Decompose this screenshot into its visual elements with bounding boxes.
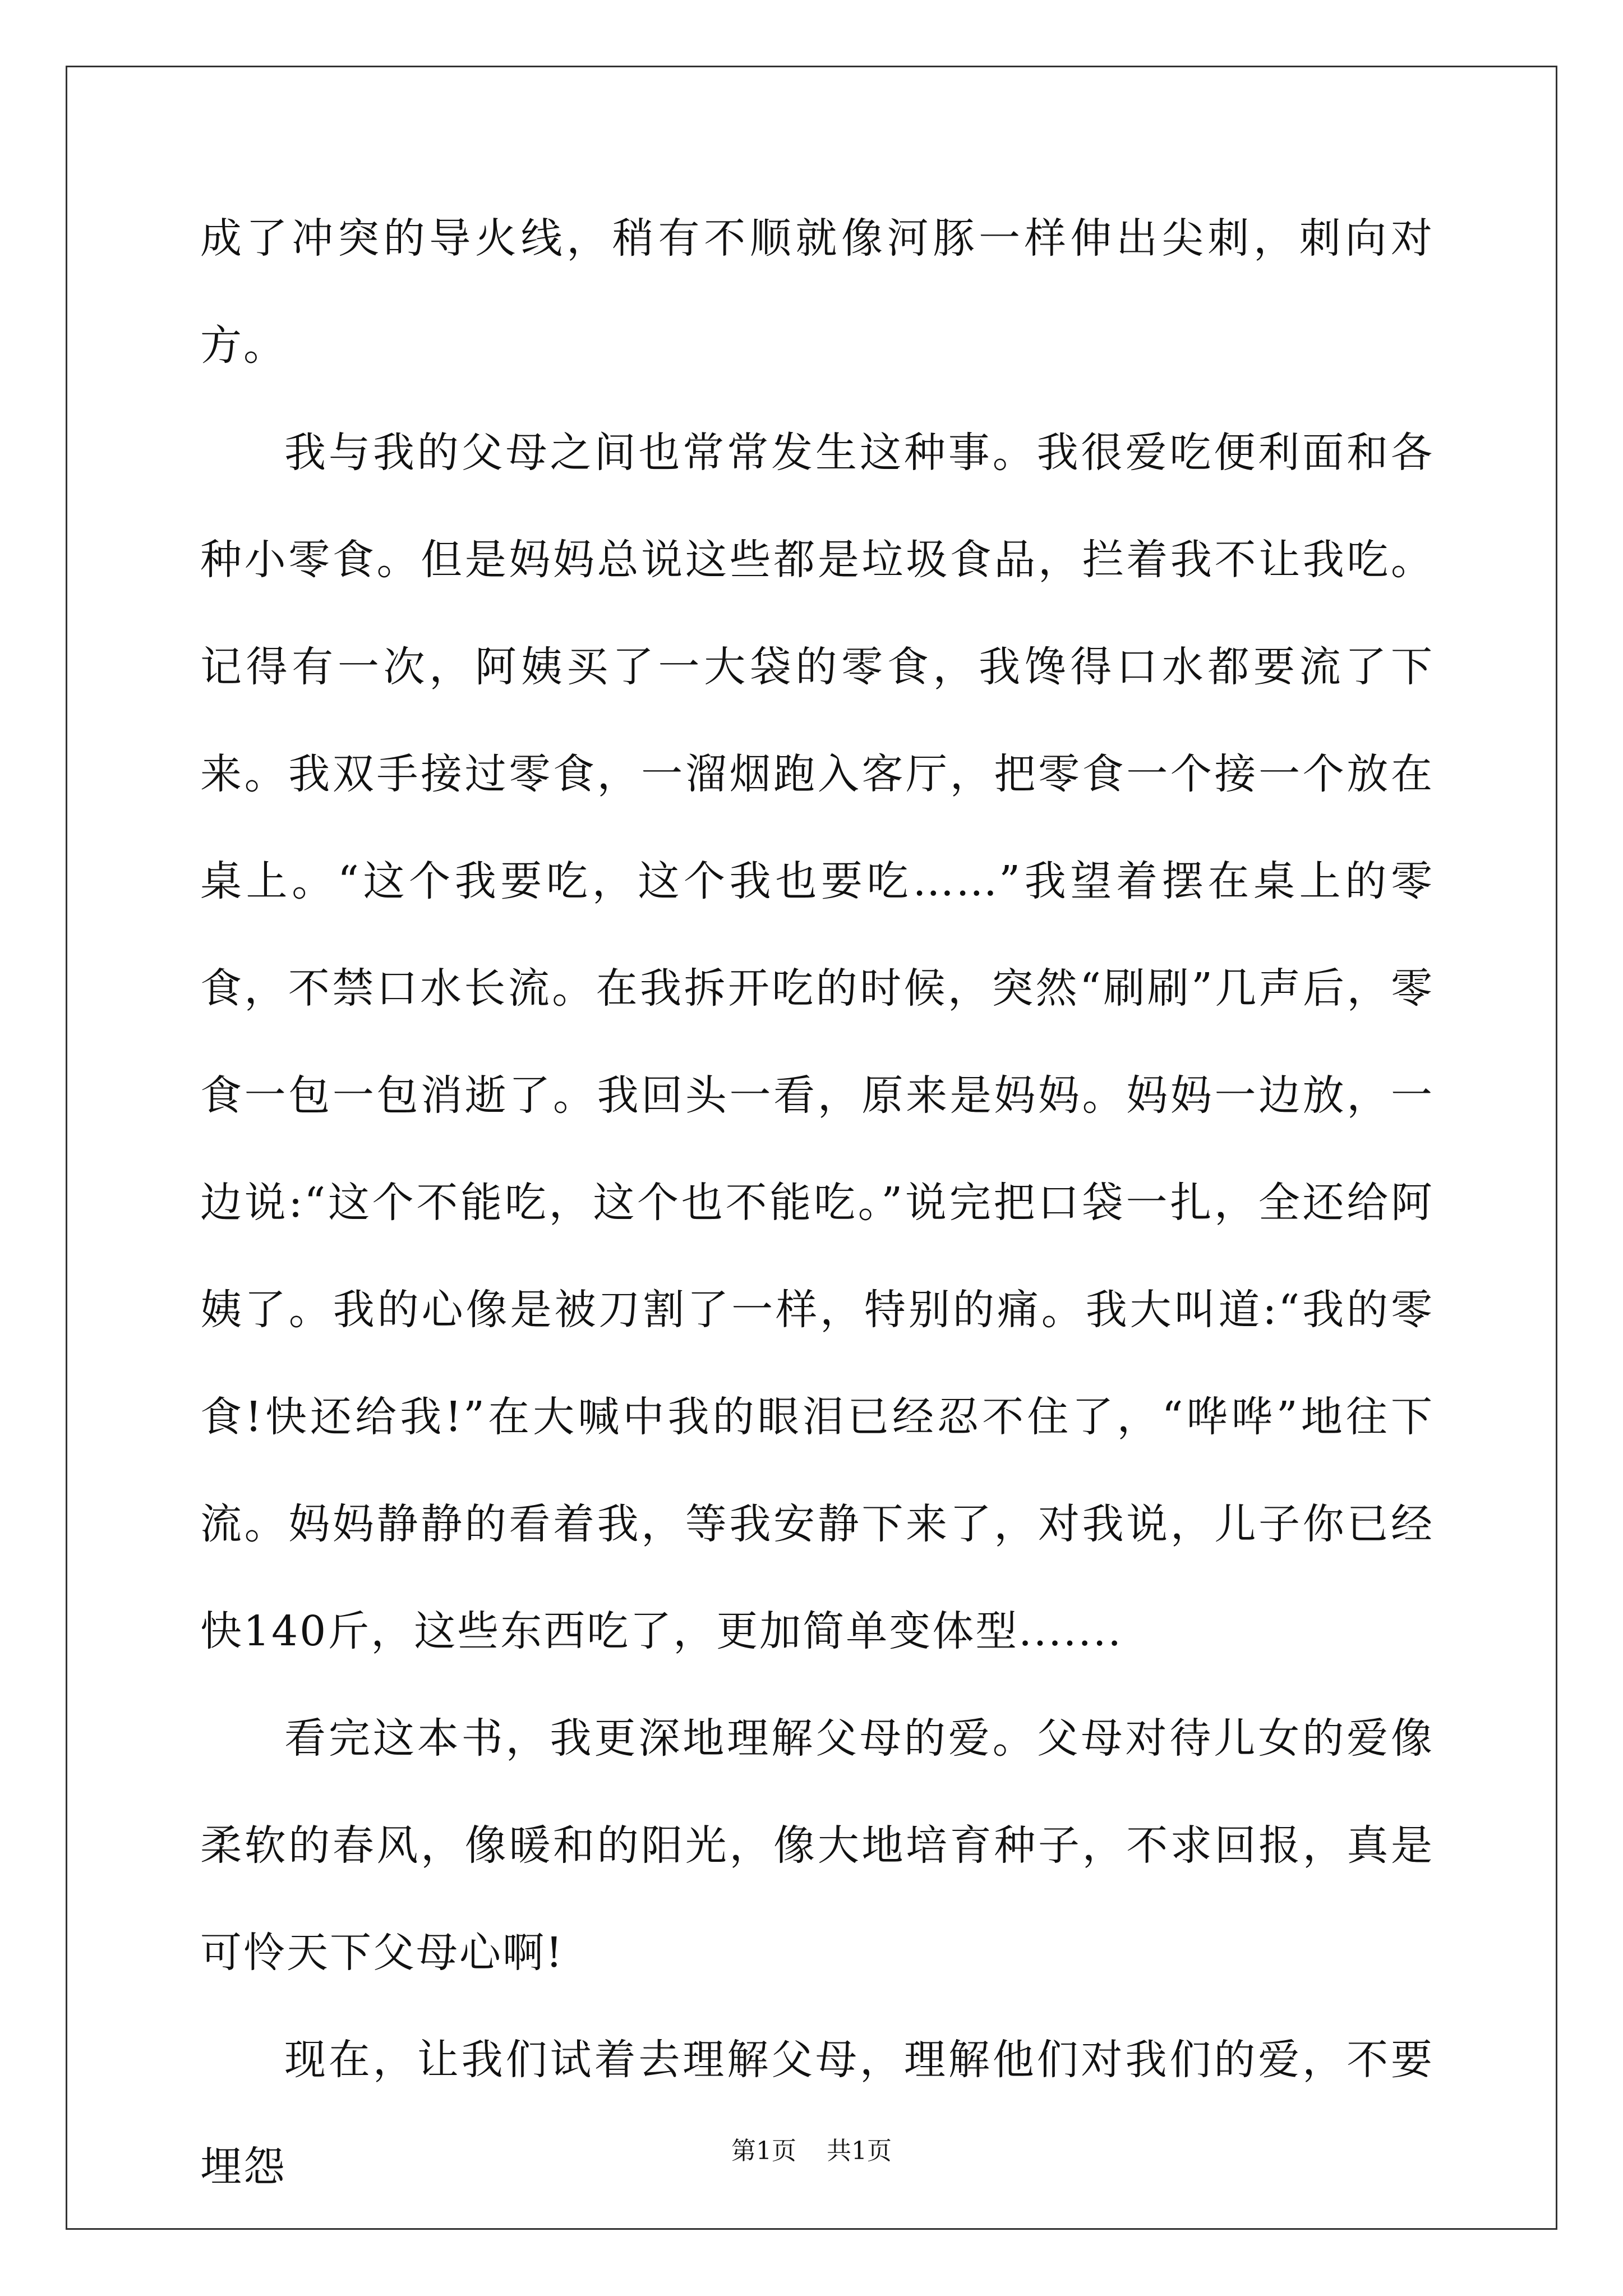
document-body [200,185,1434,2221]
page-number-current: 第1页 [731,2137,796,2165]
paragraph-4: 现在，让我们试着去理解父母，理解他们对我们的爱，不要埋怨 [200,2036,1434,2191]
paragraph-2: 我与我的父母之间也常常发生这种事。我很爱吃便利面和各种小零食。但是妈妈总说这些都是垃圾食品，拦着我不让我吃。记得有一次，阿姨买了一大袋的零食，我馋得口水都要流了下来。我双手接过零食，一溜烟跑入客厅，把零食一个接一个放在桌上。“这个我要吃，这个我也要吃……”我望着摆在桌上的零食，不禁口水长流。在我拆开吃的时候，突然“刷刷”几声后，零食一包一包消逝了。我回头一看，原来是妈妈。妈妈一边放，一边说:“这个不能吃，这个也不能吃。”说完把口袋一扎，全还给阿姨了。我的心像是被刀割了一样，特别的痛。我大叫道:“我的零食!快还给我!”在大喊中我的眼泪已经忍不住了，“哗哗”地往下流。妈妈静静的看着我，等我安静下来了，对我说，儿子你已经快140斤，这些东西吃了，更加简单变体型....... [200,429,1434,1655]
page-number-total: 共1页 [827,2137,892,2165]
paragraph-3: 看完这本书，我更深地理解父母的爱。父母对待儿女的爱像柔软的春风，像暖和的阳光，像大地培育种子，不求回报，真是可怜天下父母心啊! [200,1714,1434,1977]
paragraph-1: 成了冲突的导火线，稍有不顺就像河豚一样伸出尖刺，刺向对方。 [200,214,1434,370]
page-footer [0,2134,1623,2168]
